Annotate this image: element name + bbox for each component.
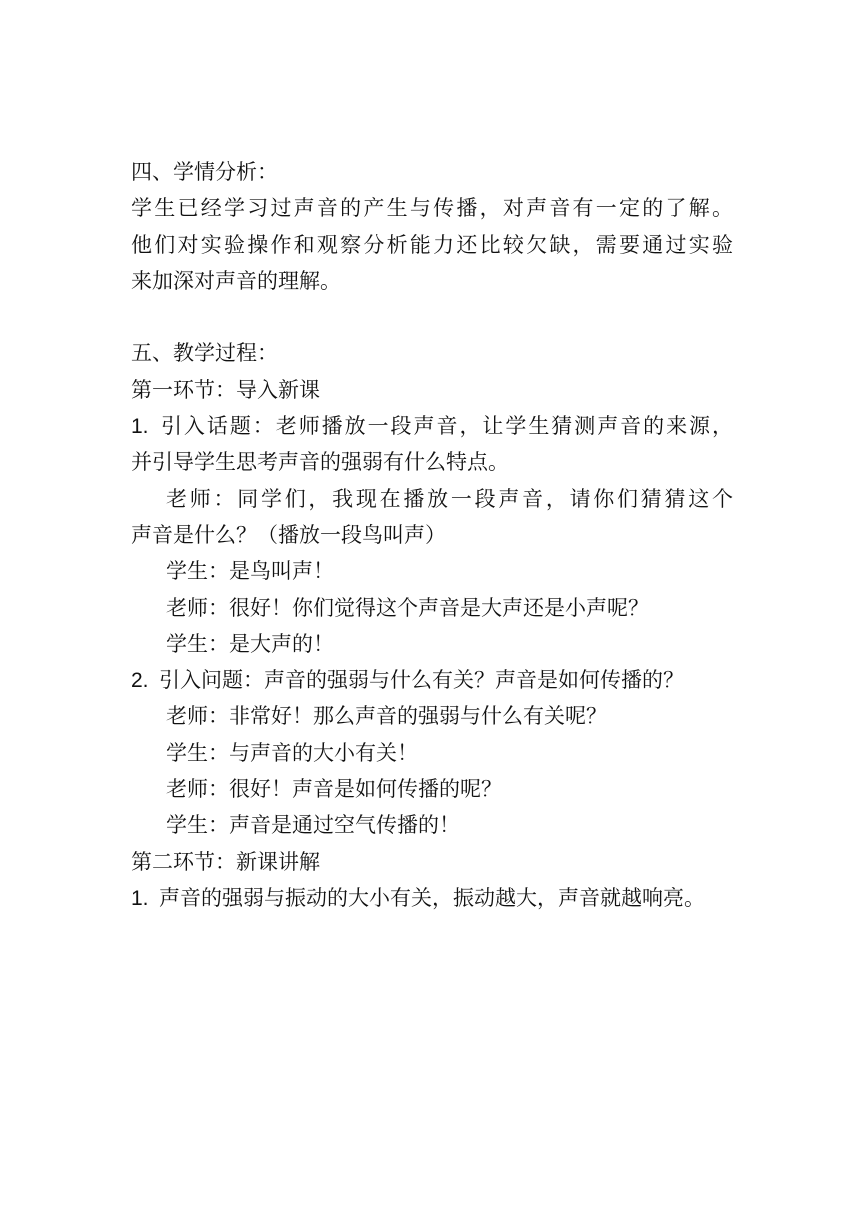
list-item-number: 1. — [131, 886, 149, 910]
list-item — [131, 408, 733, 444]
dialog-line-student: 学生：是鸟叫声！ — [166, 559, 334, 584]
dialog-line-teacher: 老师：非常好！那么声音的强弱与什么有关呢？ — [166, 704, 607, 729]
list-item — [131, 880, 733, 916]
dialog-line-teacher: 老师：同学们，我现在播放一段声音，请你们猜猜这个 — [166, 486, 733, 511]
document-page — [131, 154, 733, 916]
paragraph-line: 来加深对声音的理解。 — [131, 268, 341, 293]
dialog-line-student: 学生：与声音的大小有关！ — [166, 740, 418, 765]
section-heading-teaching-process: 五、教学过程： — [131, 341, 278, 366]
list-item-text: 引入问题：声音的强弱与什么有关？声音是如何传播的？ — [159, 668, 684, 693]
dialog-line-student: 学生：是大声的！ — [166, 631, 334, 656]
paragraph-line: 学生已经学习过声音的产生与传播，对声音有一定的了解。 — [131, 196, 733, 221]
stage-heading: 第一环节：导入新课 — [131, 377, 320, 402]
list-item-continuation: 并引导学生思考声音的强弱有什么特点。 — [131, 450, 509, 475]
list-item-number: 1. — [131, 415, 149, 439]
blank-line — [131, 299, 733, 335]
list-item-text: 引入话题：老师播放一段声音，让学生猜测声音的来源， — [159, 414, 733, 439]
list-item-number: 2. — [131, 669, 149, 693]
dialog-line-teacher: 老师：很好！声音是如何传播的呢？ — [166, 777, 502, 802]
dialog-line-teacher: 老师：很好！你们觉得这个声音是大声还是小声呢？ — [166, 595, 649, 620]
stage-heading: 第二环节：新课讲解 — [131, 849, 320, 874]
list-item-text: 声音的强弱与振动的大小有关，振动越大，声音就越响亮。 — [159, 885, 705, 910]
dialog-line-student: 学生：声音是通过空气传播的！ — [166, 813, 460, 838]
list-item — [131, 662, 733, 698]
paragraph-line: 他们对实验操作和观察分析能力还比较欠缺，需要通过实验 — [131, 232, 733, 257]
section-heading-learner-analysis: 四、学情分析： — [131, 160, 278, 184]
dialog-line-continuation: 声音是什么？（播放一段鸟叫声） — [131, 522, 446, 547]
